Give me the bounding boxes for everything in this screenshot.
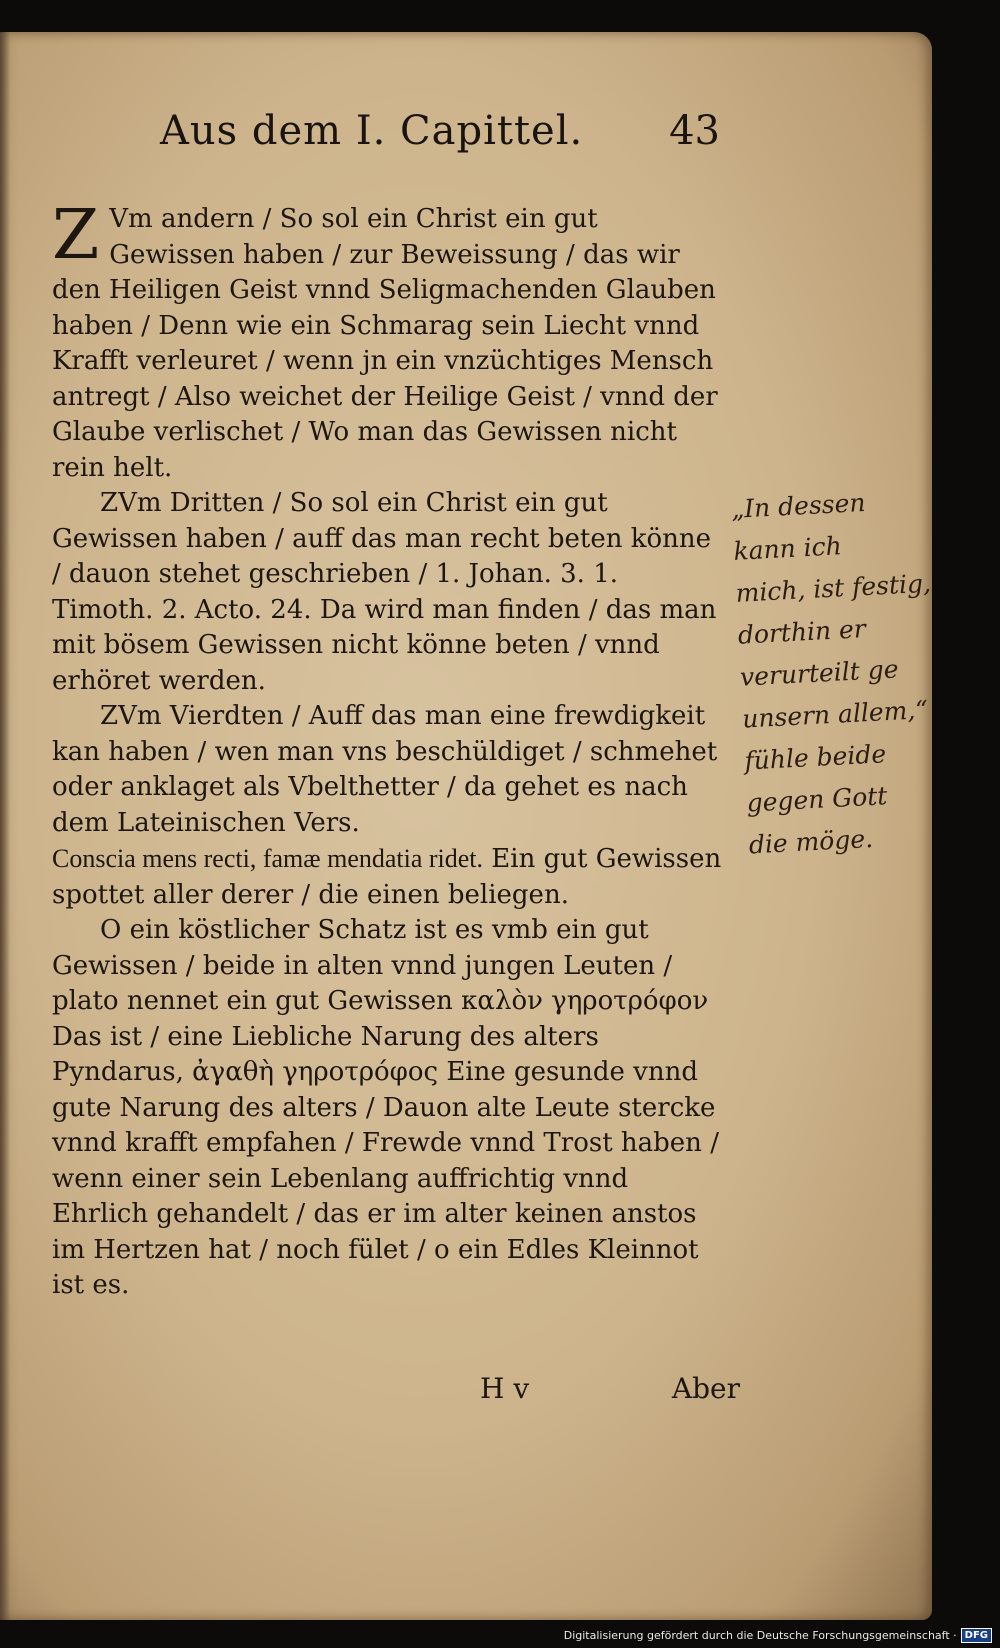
signature-mark: H v (480, 1372, 530, 1405)
paragraph-3 (52, 699, 722, 913)
main-text (52, 196, 722, 1304)
margin-note-line: kann ich (732, 531, 843, 566)
catchword: Aber (671, 1372, 740, 1405)
book-page (0, 32, 932, 1620)
margin-note-line: verurteilt ge (739, 654, 900, 692)
paragraph-3-text: ZVm Vierdten / Auff das man eine frewdigkeit kan haben / wen man vns beschüldiget / schmehet oder anklaget als Vbelthetter / da gehet es nach dem Lateinischen Vers. (52, 701, 718, 838)
margin-note-line: dorthin er (737, 614, 867, 650)
margin-note-line: unsern allem,“ (741, 694, 929, 734)
paragraph-1 (52, 196, 722, 486)
margin-note-line: mich, ist festig, (734, 568, 932, 608)
margin-note-line: „In dessen (730, 487, 867, 524)
paragraph-4: O ein köstlicher Schatz ist es vmb ein gut Gewissen / beide in alten vnnd jungen Leuten / plato nennet ein gut Gewissen καλὸν γηροτρόφον Das ist / eine Liebliche Narung des alters Pyndarus, ἀγαθὴ γηροτρόφος Eine gesunde vnnd gute Narung des alters / Dauon alte Leute stercke vnnd krafft empfahen / Frewde vnnd Trost haben / wenn einer sein Lebenlang auffrichtig vnnd Ehrlich gehandelt / das er im alter keinen anstos im Hertzen hat / noch fület / o ein Edles Kleinnot ist es. (52, 915, 719, 1300)
running-title: Aus dem I. Capittel. (160, 108, 584, 154)
page-footer (480, 1372, 740, 1412)
drop-cap: Z (52, 196, 100, 275)
running-header (160, 108, 720, 168)
credit-text: Digitalisierung gefördert durch die Deutsche Forschungsgemeinschaft · (563, 1628, 957, 1642)
margin-note-line: fühle beide (743, 739, 887, 776)
margin-note-line: gegen Gott (745, 781, 889, 818)
digitization-credit (564, 1626, 992, 1644)
paragraph-3-continuation: Ein gut Gewissen spottet aller derer / die einen beliegen. (52, 844, 722, 910)
dfg-logo-icon: DFG (961, 1628, 992, 1643)
margin-note-line: die möge. (748, 823, 874, 860)
handwritten-margin-note (730, 480, 930, 867)
paragraph-1-text: Vm andern / So sol ein Christ ein gut Gewissen haben / zur Beweissung / das wir den Heiligen Geist vnnd Seligmachenden Glauben haben / Denn wie ein Schmarag sein Liecht vnnd Krafft verleuret / wenn jn ein vnzüchtiges Mensch antregt / Also weichet der Heilige Geist / vnnd der Glaube verlischet / Wo man das Gewissen nicht rein helt. (52, 204, 718, 483)
page-number: 43 (669, 108, 720, 154)
latin-verse: Conscia mens recti, famæ mendatia ridet. (52, 844, 484, 873)
paragraph-2: ZVm Dritten / So sol ein Christ ein gut Gewissen haben / auff das man recht beten könne / dauon stehet geschrieben / 1. Johan. 3. 1. Timoth. 2. Acto. 24. Da wird man finden / das man mit bösem Gewissen nicht könne beten / vnnd erhöret werden. (52, 488, 717, 696)
